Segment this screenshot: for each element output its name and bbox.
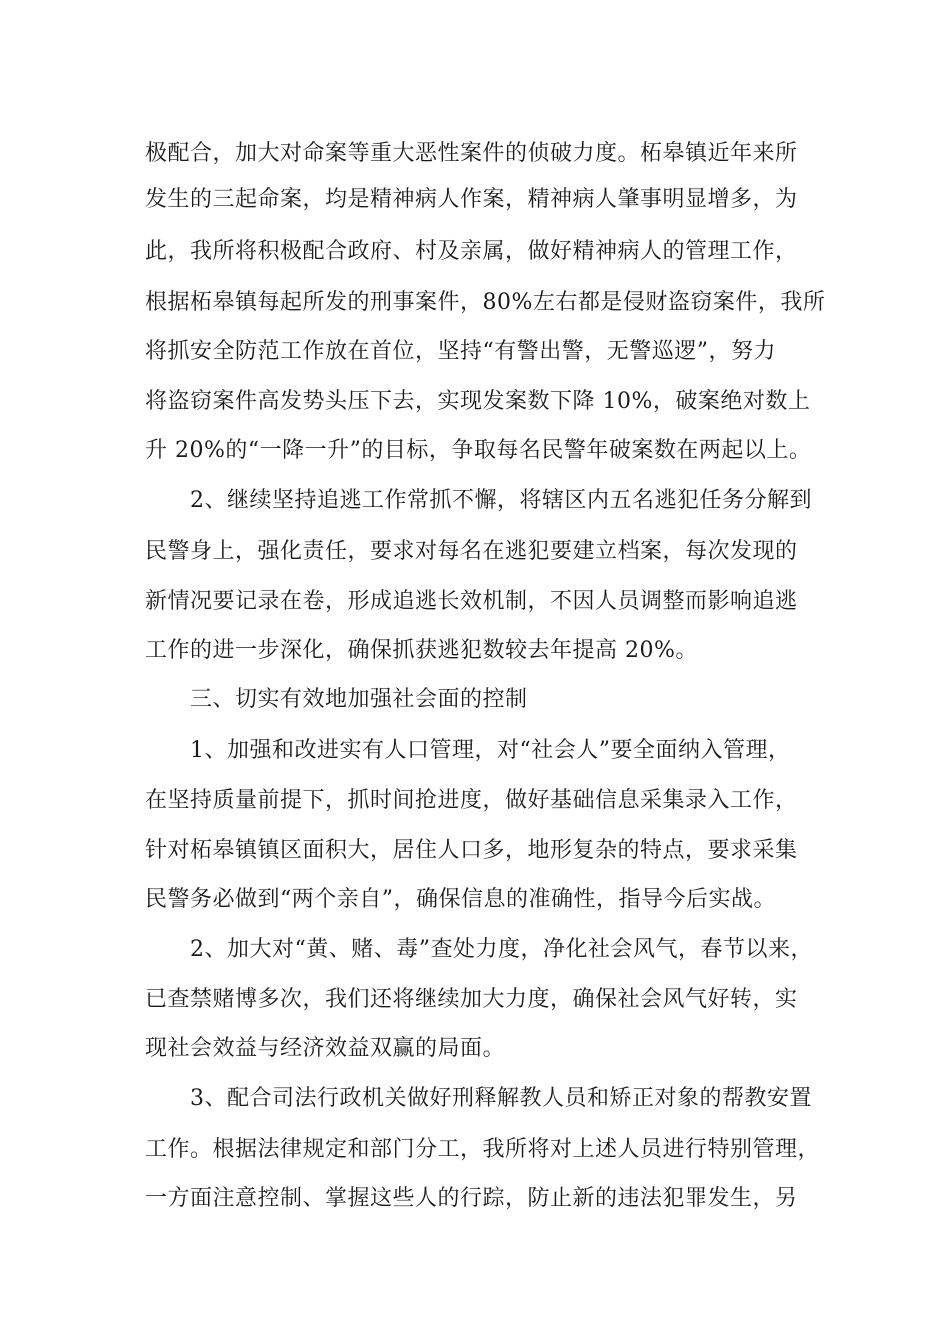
text-line: 工作的进一步深化，确保抓获逃犯数较去年提高 20%。: [145, 638, 698, 663]
text-line: 民警身上，强化责任，要求对每名在逃犯要建立档案，每次发现的: [145, 539, 798, 564]
text-line: 将抓安全防范工作放在首位，坚持“有警出警，无警巡逻”，努力: [145, 339, 776, 364]
text-line: 升 20%的“一降一升”的目标，争取每名民警年破案数在两起以上。: [145, 438, 812, 463]
text-line: 新情况要记录在卷，形成追逃长效机制，不因人员调整而影响追逃: [145, 589, 798, 614]
text-line: 在坚持质量前提下，抓时间抢进度，做好基础信息采集录入工作，: [145, 788, 798, 813]
text-line: 根据柘皋镇每起所发的刑事案件，80%左右都是侵财盗窃案件，我所: [145, 290, 826, 315]
text-line: 针对柘皋镇镇区面积大，居住人口多，地形复杂的特点，要求采集: [145, 838, 798, 863]
text-line: 工作。根据法律规定和部门分工，我所将对上述人员进行特别管理，: [145, 1137, 821, 1162]
text-line: 将盗窃案件高发势头压下去，实现发案数下降 10%，破案绝对数上: [145, 389, 811, 414]
paragraph-start-line: 2、继续坚持追逃工作常抓不懈，将辖区内五名逃犯任务分解到: [190, 488, 812, 513]
text-line: 已查禁赌博多次，我们还将继续加大力度，确保社会风气好转，实: [145, 987, 798, 1012]
paragraph-start-line: 3、配合司法行政机关做好刑释解教人员和矫正对象的帮教安置: [190, 1086, 812, 1111]
text-line: 民警务必做到“两个亲自”，确保信息的准确性，指导今后实战。: [145, 887, 776, 912]
section-heading: 三、切实有效地加强社会面的控制: [190, 687, 528, 712]
paragraph-start-line: 2、加大对“黄、赌、毒”查处力度，净化社会风气，春节以来，: [190, 937, 813, 962]
text-line: 一方面注意控制、掌握这些人的行踪，防止新的违法犯罪发生，另: [145, 1186, 798, 1211]
paragraph-start-line: 1、加强和改进实有人口管理，对“社会人”要全面纳入管理，: [190, 738, 791, 763]
text-line: 发生的三起命案，均是精神病人作案，精神病人肇事明显增多，为: [145, 187, 798, 212]
text-line: 此，我所将积极配合政府、村及亲属，做好精神病人的管理工作，: [145, 239, 798, 264]
text-line: 现社会效益与经济效益双赢的局面。: [145, 1036, 506, 1061]
text-line: 极配合，加大对命案等重大恶性案件的侦破力度。柘皋镇近年来所: [145, 141, 798, 166]
